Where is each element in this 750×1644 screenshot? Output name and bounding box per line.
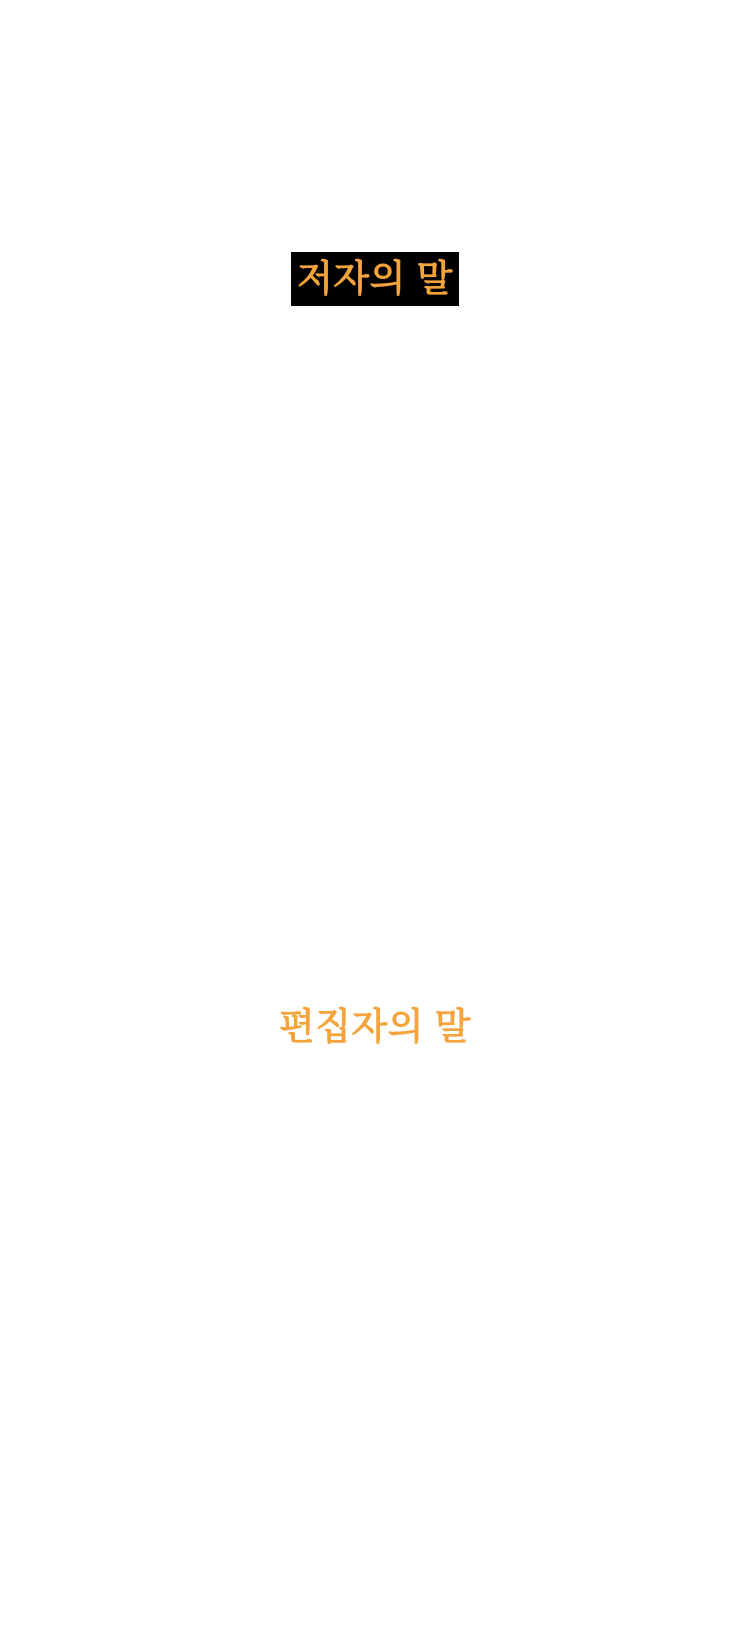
section-heading-author-note (0, 252, 750, 306)
section-heading-editor-note (0, 1000, 750, 1054)
section-body-author-note (96, 330, 654, 980)
section-heading-editor-note-text: 편집자의 말 (279, 1006, 471, 1047)
section-body-editor-note (96, 1080, 654, 1600)
section-heading-author-note-text: 저자의 말 (291, 252, 459, 306)
